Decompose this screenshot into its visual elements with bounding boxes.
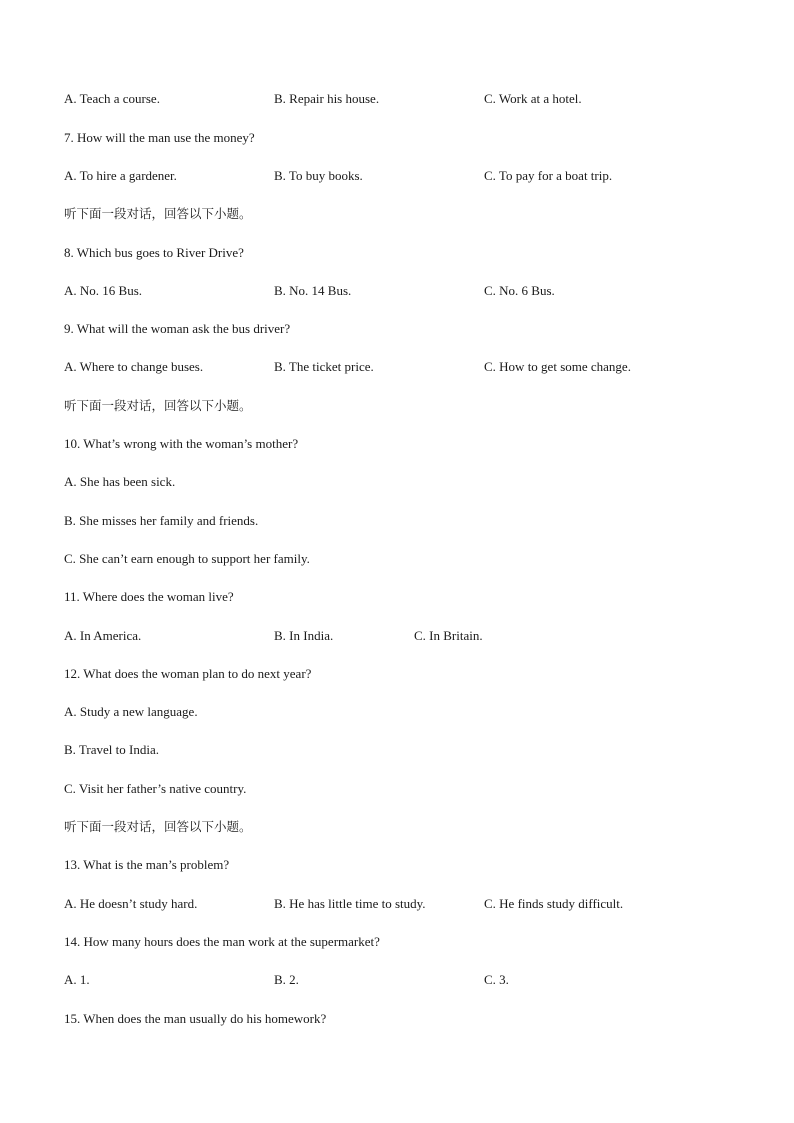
q14-option-b: B. 2.: [274, 972, 299, 987]
q8-question: 8. Which bus goes to River Drive?: [64, 245, 244, 260]
q11-question: 11. Where does the woman live?: [64, 589, 234, 604]
q9-option-b: B. The ticket price.: [274, 359, 374, 374]
q11-option-c: C. In Britain.: [414, 628, 483, 643]
q13-option-c: C. He finds study difficult.: [484, 896, 624, 911]
q14-option-c: C. 3.: [484, 972, 509, 987]
q14-question: 14. How many hours does the man work at the supermarket?: [64, 934, 380, 949]
q9-option-a: A. Where to change buses.: [64, 359, 204, 374]
q7-option-c: C. To pay for a boat trip.: [484, 168, 613, 183]
q8-option-a: A. No. 16 Bus.: [64, 283, 143, 298]
q13-option-a: A. He doesn’t study hard.: [64, 896, 198, 911]
q10-option-b: B. She misses her family and friends.: [64, 513, 259, 528]
q13-question: 13. What is the man’s problem?: [64, 857, 230, 872]
q10-question: 10. What’s wrong with the woman’s mother?: [64, 436, 299, 451]
instruction-3: 听下面一段对话，回答以下小题。: [64, 819, 252, 834]
q7-option-b: B. To buy books.: [274, 168, 363, 183]
instruction-2: 听下面一段对话，回答以下小题。: [64, 398, 252, 413]
instruction-1: 听下面一段对话，回答以下小题。: [64, 206, 252, 221]
q6-option-b: B. Repair his house.: [274, 91, 380, 106]
q10-option-c: C. She can’t earn enough to support her family.: [64, 551, 310, 566]
q8-option-b: B. No. 14 Bus.: [274, 283, 352, 298]
q9-option-c: C. How to get some change.: [484, 359, 631, 374]
q12-option-c: C. Visit her father’s native country.: [64, 781, 247, 796]
q12-option-b: B. Travel to India.: [64, 742, 159, 757]
q6-option-c: C. Work at a hotel.: [484, 91, 582, 106]
q6-option-a: A. Teach a course.: [64, 91, 160, 106]
q11-option-a: A. In America.: [64, 628, 142, 643]
q8-option-c: C. No. 6 Bus.: [484, 283, 555, 298]
q10-option-a: A. She has been sick.: [64, 474, 176, 489]
q7-option-a: A. To hire a gardener.: [64, 168, 177, 183]
q13-option-b: B. He has little time to study.: [274, 896, 426, 911]
q11-option-b: B. In India.: [274, 628, 334, 643]
q15-question: 15. When does the man usually do his homework?: [64, 1011, 327, 1026]
q12-option-a: A. Study a new language.: [64, 704, 198, 719]
q12-question: 12. What does the woman plan to do next year?: [64, 666, 312, 681]
q14-option-a: A. 1.: [64, 972, 90, 987]
q7-question: 7. How will the man use the money?: [64, 130, 255, 145]
q9-question: 9. What will the woman ask the bus driver?: [64, 321, 291, 336]
